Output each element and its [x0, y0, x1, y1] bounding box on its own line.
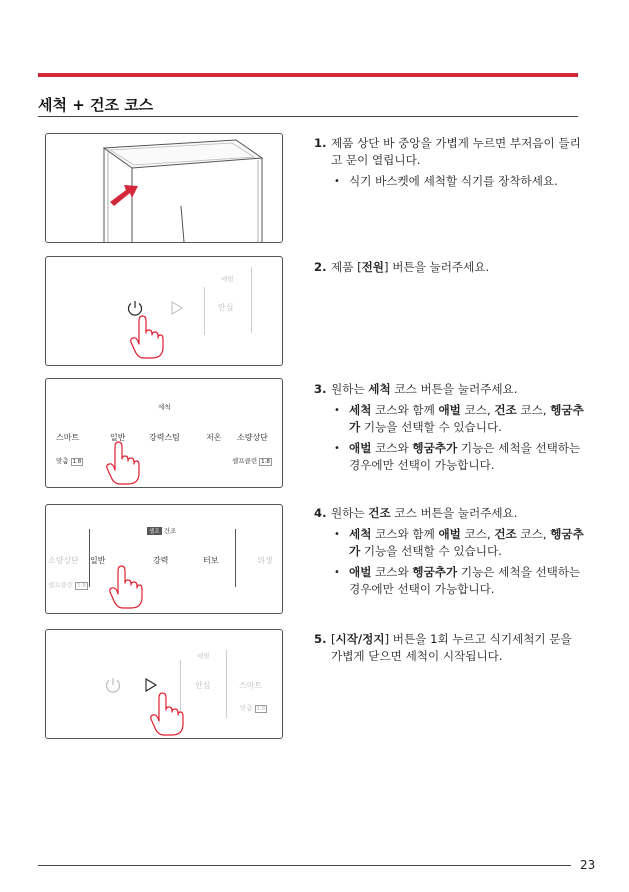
prewash-label: 애벌: [221, 275, 234, 283]
course-normal: 일반: [90, 556, 106, 565]
play-icon: [144, 677, 158, 693]
course-power: 강력: [153, 556, 169, 565]
illustration-dry-course: [45, 504, 283, 614]
page-number: 23: [580, 858, 596, 872]
section-title: 세척 + 건조 코스: [38, 96, 154, 114]
course-sanitary: 위생: [257, 556, 273, 565]
title-divider: [38, 116, 578, 117]
hand-pointer-icon: [106, 441, 140, 485]
step-text: [시작/정지] 버튼을 1회 누르고 식기세척기 문을 가볍게 닫으면 세척이 시작됩니다.: [331, 632, 572, 663]
step-number: 2.: [314, 260, 327, 274]
step-bullet: • 애벌 코스와 헹굼추가 기능은 세척을 선택하는 경우에만 선택이 가능합니다.: [331, 440, 584, 474]
step-number: 3.: [314, 382, 327, 396]
illustration-door-open: [45, 133, 283, 243]
step-text: 원하는 건조 코스 버튼을 눌러주세요.: [331, 506, 518, 520]
course-turbo: 터보: [203, 556, 219, 565]
wash-header-label: 세척: [158, 403, 171, 411]
dry-header-label: 셀프 건조: [149, 527, 177, 535]
hand-pointer-icon: [150, 692, 184, 736]
course-small-upper: 소량상단: [48, 556, 79, 565]
course-smart: 스마트: [239, 681, 263, 690]
selfclean-sub-label: 셀프클린 1.8: [232, 457, 270, 465]
course-normal: 일반: [110, 433, 126, 442]
step-5: [314, 631, 584, 665]
arrow-icon: [110, 185, 138, 206]
power-icon: [104, 676, 122, 694]
step-text: 원하는 세척 코스 버튼을 눌러주세요.: [331, 382, 518, 396]
sanitize-label: 안심: [218, 303, 234, 312]
footer-divider: [38, 865, 571, 866]
step-number: 1.: [314, 136, 327, 150]
course-low-temp: 저온: [206, 433, 222, 442]
step-number: 4.: [314, 506, 327, 520]
illustration-power-button: [45, 256, 283, 366]
course-smart: 스마트: [56, 433, 80, 442]
step-bullet: • 세척 코스와 함께 애벌 코스, 건조 코스, 헹굼추가 기능을 선택할 수 있습니다.: [331, 402, 584, 436]
prewash-label: 애벌: [197, 652, 210, 660]
course-power-steam: 강력스팀: [149, 433, 180, 442]
hand-pointer-icon: [109, 565, 143, 609]
step-bullet: • 애벌 코스와 헹굼추가 기능은 세척을 선택하는 경우에만 선택이 가능합니다.: [331, 564, 584, 598]
header-accent-bar: [38, 73, 578, 77]
step-4: [314, 505, 584, 598]
play-icon: [170, 300, 184, 316]
course-small-upper: 소량상단: [237, 433, 268, 442]
sanitize-label: 안심: [195, 681, 211, 690]
step-bullet: • 세척 코스와 함께 애벌 코스, 건조 코스, 헹굼추가 기능을 선택할 수 있습니다.: [331, 526, 584, 560]
custom-sub-label: 맞춤 1.8: [56, 457, 82, 465]
step-3: [314, 381, 584, 474]
step-2: [314, 259, 584, 276]
dishwasher-illustration: [46, 134, 282, 242]
illustration-start-stop: [45, 629, 283, 739]
step-text: 제품 [전원] 버튼을 눌러주세요.: [331, 260, 490, 274]
hand-pointer-icon: [130, 315, 164, 359]
step-bullet: • 식기 바스켓에 세척할 식기를 장착하세요.: [331, 173, 584, 190]
step-number: 5.: [314, 632, 327, 646]
step-text: 제품 상단 바 중앙을 가볍게 누르면 부저음이 들리고 문이 열립니다.: [331, 136, 581, 167]
illustration-wash-course: [45, 378, 283, 488]
selfclean-sub-label: 셀프클린 1.8: [48, 581, 86, 589]
custom-sub-label: 맞춤 1.8: [240, 704, 266, 712]
step-1: [314, 135, 584, 190]
